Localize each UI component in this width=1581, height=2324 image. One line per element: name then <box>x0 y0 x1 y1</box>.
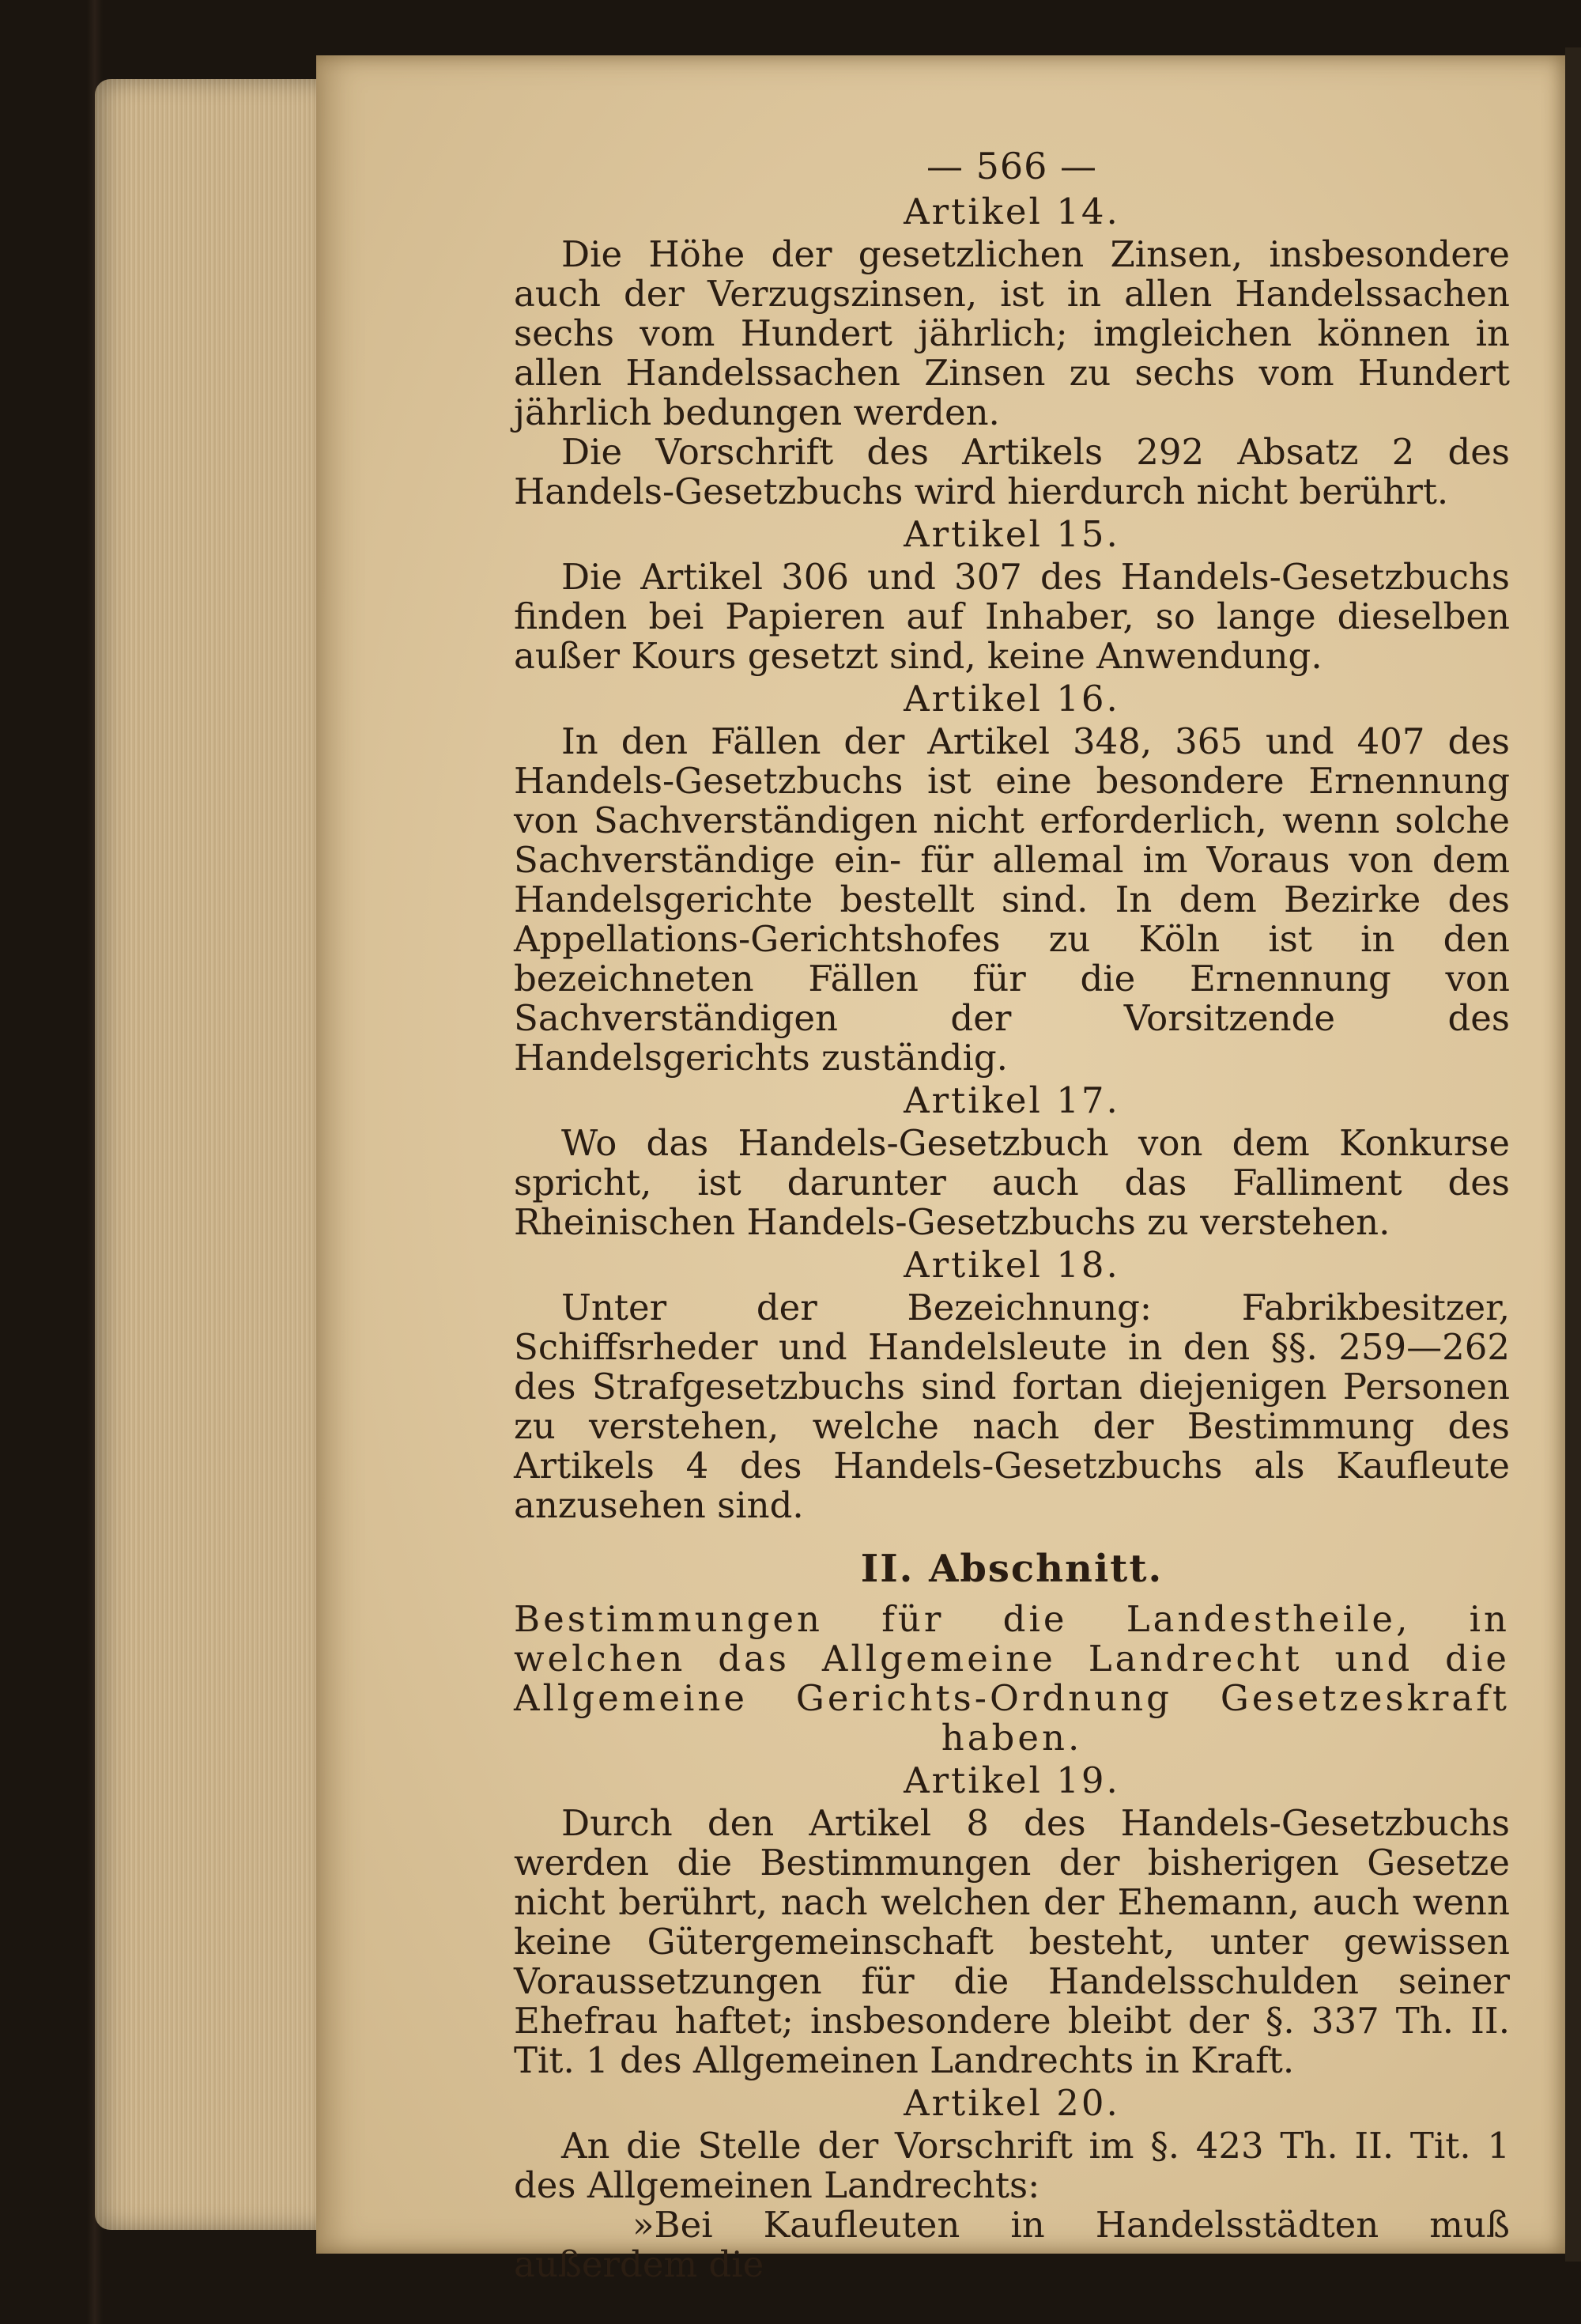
article-heading: Artikel 18. <box>904 1244 1120 1286</box>
paragraph: In den Fällen der Artikel 348, 365 und 407 des Handels-Gesetzbuchs ist eine besondere Ernennung von Sachverständigen nicht erforderlich, wenn solche Sachverständige ein- für allemal im Voraus von dem Handelsgerichte bestellt sind. In dem Bezirke des Appellations-Gerichtshofes zu Köln ist in den bezeichneten Fällen für die Ernennung von Sachverständigen der Vorsitzende des Handelsgerichts zuständig. <box>514 720 1510 1079</box>
section-subtitle: Bestimmungen für die Landestheile, in welchen das Allgemeine Landrecht und die Allgemeine Gerichts-Ordnung Gesetzeskraft haben. <box>514 1598 1510 1759</box>
paragraph: An die Stelle der Vorschrift im §. 423 Th. II. Tit. 1 des Allgemeinen Landrechts: <box>514 2125 1510 2206</box>
page-edges <box>95 79 324 2230</box>
paragraph: Wo das Handels-Gesetzbuch von dem Konkurse spricht, ist darunter auch das Falliment des Rheinischen Handels-Gesetzbuchs zu verstehen. <box>514 1122 1510 1243</box>
article-heading: Artikel 14. <box>904 191 1120 232</box>
article-heading: Artikel 15. <box>904 513 1120 555</box>
paragraph: Die Vorschrift des Artikels 292 Absatz 2 des Handels-Gesetzbuchs wird hierdurch nicht berührt. <box>514 431 1510 512</box>
article-heading: Artikel 20. <box>904 2082 1120 2124</box>
page-number: — 566 — <box>926 145 1098 187</box>
page-text <box>514 146 1510 2284</box>
paragraph: Die Artikel 306 und 307 des Handels-Gesetzbuchs finden bei Papieren auf Inhaber, so lange dieselben außer Kours gesetzt sind, keine Anwendung. <box>514 556 1510 677</box>
paragraph: Unter der Bezeichnung: Fabrikbesitzer, Schiffsrheder und Handelsleute in den §§. 259—262 des Strafgesetzbuchs sind fortan diejenigen Personen zu verstehen, welche nach der Bestimmung des Artikels 4 des Handels-Gesetzbuchs als Kaufleute anzusehen sind. <box>514 1287 1510 1526</box>
article-heading: Artikel 17. <box>904 1079 1120 1121</box>
section-title: II. Abschnitt. <box>860 1547 1164 1591</box>
article-heading: Artikel 16. <box>904 678 1120 720</box>
binding-edge <box>1565 47 1581 2262</box>
article-heading: Artikel 19. <box>904 1759 1120 1801</box>
paragraph: Durch den Artikel 8 des Handels-Gesetzbuchs werden die Bestimmungen der bisherigen Gesetze nicht berührt, nach welchen der Ehemann, auch wenn keine Gütergemeinschaft besteht, unter gewissen Voraussetzungen für die Handelsschulden seiner Ehefrau haftet; insbesondere bleibt der §. 337 Th. II. Tit. 1 des Allgemeinen Landrechts in Kraft. <box>514 1802 1510 2081</box>
quoted-text: »Bei Kaufleuten in Handelsstädten muß außerdem die <box>514 2204 1510 2285</box>
paragraph: Die Höhe der gesetzlichen Zinsen, insbesondere auch der Verzugszinsen, ist in allen Handelssachen sechs vom Hundert jährlich; imgleichen können in allen Handelssachen Zinsen zu sechs vom Hundert jährlich bedungen werden. <box>514 233 1510 433</box>
